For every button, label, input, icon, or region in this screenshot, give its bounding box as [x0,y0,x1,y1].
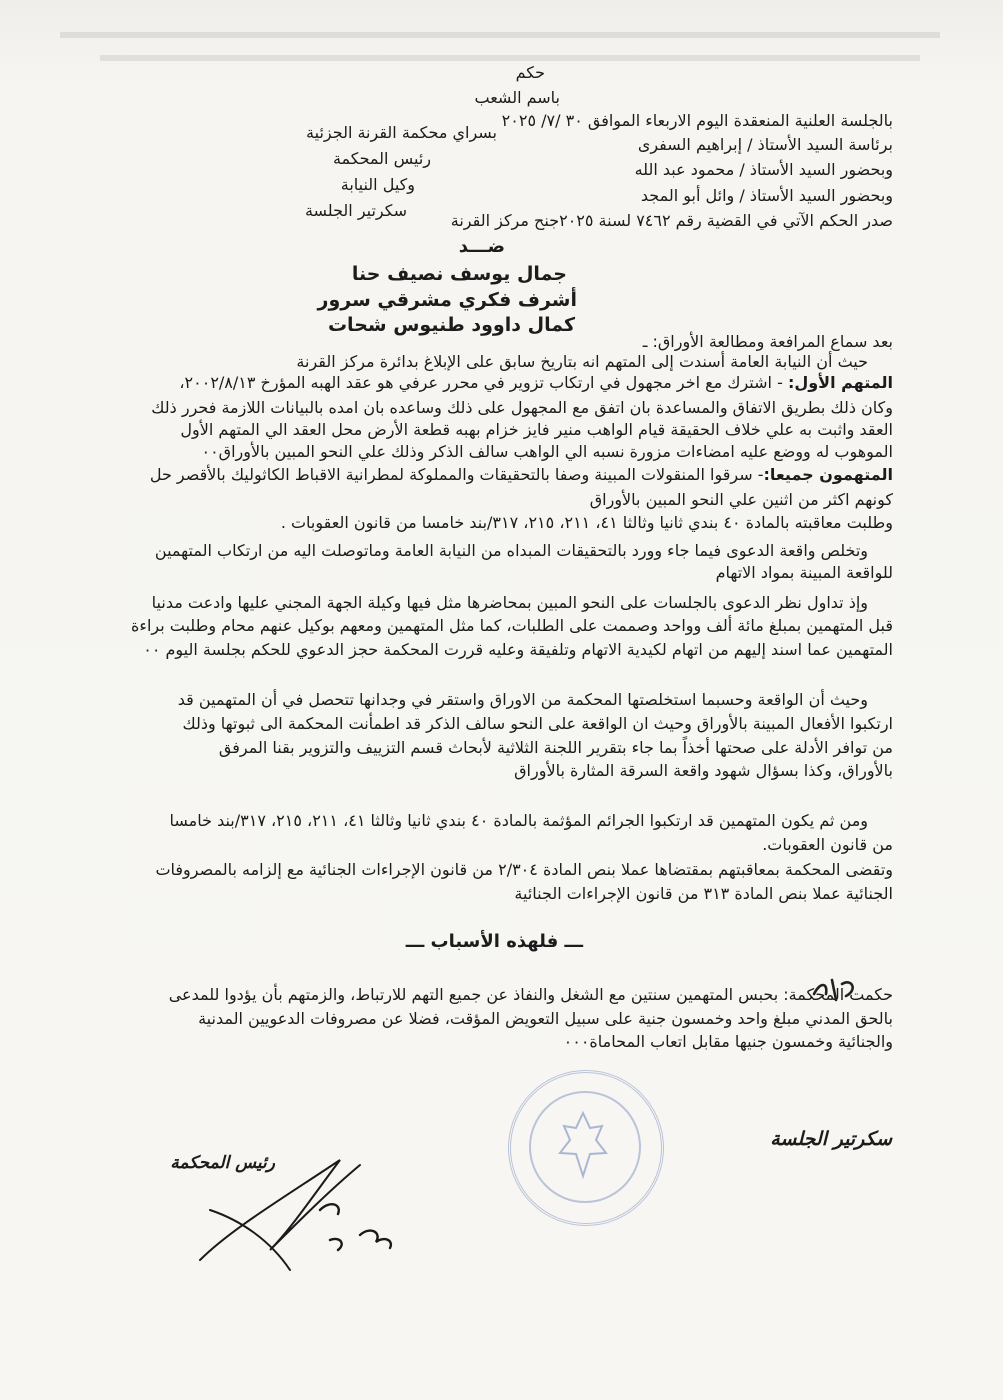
body-line: من توافر الأدلة على صحتها أخذاً بما جاء بتقرير اللجنة الثلاثية لأبحاث قسم التزييف والتزوير بقنا المرفق [218,738,893,757]
verdict-label: حكمت المحكمة: [783,985,893,1004]
case-number-line: صدر الحكم الآتي في القضية رقم ٧٤٦٢ لسنة ٢٠٢٥جنح مركز القرنة [450,211,893,230]
attend-prosecutor-line: وبحضور السيد الأستاذ / محمود عبد الله [634,160,893,179]
body-text: - سرقوا المنقولات المبينة وصفا بالتحقيقات والمملوكة لمطرانية الاقباط الكاثوليك بالأقصر حل [149,465,764,484]
body-line: من قانون العقوبات. [762,835,893,854]
body-line: وطلبت معاقبته بالمادة ٤٠ بندي ثانيا وثالثا ٤١، ٢١١، ٢١٥، ٣١٧/بند خامسا من قانون العقوبات . [280,513,893,532]
session-line: بالجلسة العلنية المنعقدة اليوم الاربعاء الموافق ٣٠ /٧/ ٢٠٢٥ [501,111,893,130]
body-line: ومن ثم يكون المتهمين قد ارتكبوا الجرائم المؤثمة بالمادة ٤٠ بندي ثانيا وثالثا ٤١، ٢١١، ٢١٥، ٣١٧/بند خامسا [169,811,868,830]
body-line: الموهوب له ووضع عليه امضاءات مزورة نسبه الي الواهب سالف الذكر وذلك علي النحو المبين بالأوراق٠٠ [201,442,893,461]
body-line: بالأوراق، وكذا بسؤال شهود واقعة السرقة المثارة بالأوراق [514,761,893,780]
in-the-name-label: باسم الشعب [474,88,560,107]
body-line: وإذ تداول نظر الدعوى بالجلسات على النحو المبين بمحاضرها مثل فيها وكيلة الجهة المجني عليها وادعت مدنيا [151,593,868,612]
seal-eagle-icon [536,1098,631,1193]
secretary-title: سكرتير الجلسة [304,201,407,220]
president-signature-label: رئيس المحكمة [170,1153,275,1173]
body-line: حيث أن النيابة العامة أسندت إلى المتهم انه بتاريخ سابق على الإبلاغ بدائرة مركز القرنة [296,352,868,371]
defendant-3: كمال داوود طنيوس شحات [327,314,575,336]
court-name: بسراي محكمة القرنة الجزئية [306,123,497,142]
show-through-texture [40,20,960,80]
body-line: العقد واثبت به علي خلاف الحقيقة قيام الواهب منير فايز خزام بهبه قطعة الأرض محل العقد الي المتهم الأول [180,420,893,439]
presided-line: برئاسة السيد الأستاذ / إبراهيم السفرى [637,135,893,154]
prosecutor-title: وكيل النيابة [340,175,415,194]
verdict-line: بالحق المدني مبلغ واحد وخمسون جنية على سبيل التعويض المؤقت، فضلا عن مصروفات الدعويين المدنية [198,1009,893,1028]
body-line-defendant-1 [179,373,893,393]
body-line: ارتكبوا الأفعال المبينة بالأوراق وحيث ان الواقعة على النحو سالف الذكر قد اطمأنت المحكمة الى ثبوتها وذلك [182,714,893,733]
attend-secretary-line: وبحضور السيد الأستاذ / وائل أبو المجد [640,186,893,205]
body-line: وتخلص واقعة الدعوى فيما جاء وورد بالتحقيقات المبداه من النيابة العامة وماتوصلت اليه من ارتكاب المتهمين [154,541,868,560]
body-line-all-defendants [150,465,893,485]
handwritten-note [808,974,864,1004]
presided-title: رئيس المحكمة [332,149,431,168]
first-defendant-label: المتهم الأول: [787,373,893,392]
body-line: قبل المتهمين بمبلغ مائة ألف وواحد وصممت على الطلبات، كما مثل المتهمين ومعهم بوكيل عنهم محام وطلبت براءة [131,616,893,635]
ruling-label: حكم [515,63,545,82]
all-defendants-label: المتهمون جميعا: [763,465,893,484]
against-label: ضـــد [458,236,505,257]
body-line: وكان ذلك بطريق الاتفاق والمساعدة بان اتفق مع المجهول على ذلك وساعده بان امده بالبيانات اللازمة فحرر ذلك [151,398,893,417]
reasons-title: ـــ فلهذه الأسباب ـــ [405,931,583,952]
body-line: الجنائية عملا بنص المادة ٣١٣ من قانون الإجراءات الجنائية [514,884,893,903]
verdict-text: بحبس المتهمين سنتين مع الشغل والنفاذ عن جميع التهم للارتباط، والزمتهم بأن يؤدوا للمدعى [168,985,784,1004]
body-text: - اشترك مع اخر مجهول في ارتكاب تزوير في محرر عرفي هو عقد الهبه المؤرخ ٢٠٠٢/٨/١٣، [179,373,788,392]
verdict-line: والجنائية وخمسون جنيها مقابل اتعاب المحاماة٠٠٠ [563,1032,893,1051]
verdict-line-1 [169,985,893,1005]
president-signature [170,1140,430,1280]
body-line: المتهمين عما اسند إليهم من اتهام لكيدية الاتهام وتلفيقة وعليه قررت المحكمة حجز الدعوي للحكم بجلسة اليوم ٠٠ [143,640,893,659]
secretary-signature-label: سكرتير الجلسة [770,1128,892,1150]
body-line: وتقضى المحكمة بمعاقبتهم بمقتضاها عملا بنص المادة ٢/٣٠٤ من قانون الإجراءات الجنائية مع إلزامه بالمصروفات [155,860,893,879]
body-line: كونهم اكثر من اثنين علي النحو المبين بالأوراق [589,490,893,509]
body-line: للواقعة المبينة بمواد الاتهام [715,563,893,582]
defendant-2: أشرف فكري مشرقي سرور [317,289,577,311]
body-line: وحيث أن الواقعة وحسبما استخلصتها المحكمة من الاوراق واستقر في وجدانها تتحصل في أن المتهمين قد [177,690,868,709]
defendant-1: جمال يوسف نصيف حنا [351,263,567,285]
body-line: بعد سماع المرافعة ومطالعة الأوراق: ـ [642,332,893,351]
